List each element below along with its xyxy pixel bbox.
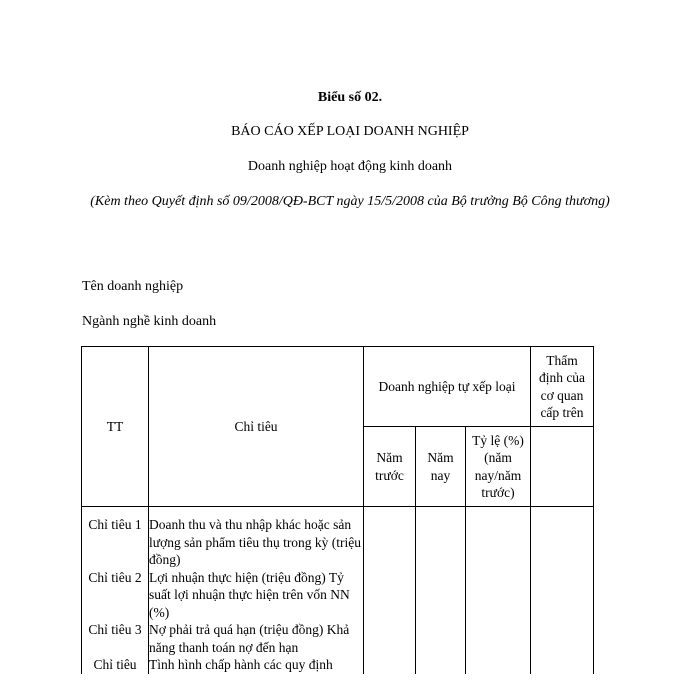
cell-this-year	[416, 569, 466, 622]
rating-table	[81, 346, 594, 674]
report-title: BÁO CÁO XẾP LOẠI DOANH NGHIỆP	[231, 124, 469, 139]
cell-ratio	[466, 621, 531, 656]
decree-reference: (Kèm theo Quyết định số 09/2008/QĐ-BCT ngày 15/5/2008 của Bộ trưởng Bộ Công thương)	[90, 194, 610, 209]
header-tt: TT	[82, 347, 149, 507]
cell-appraisal	[531, 569, 594, 622]
table-row	[82, 507, 594, 569]
report-subtitle: Doanh nghiệp hoạt động kinh doanh	[247, 159, 453, 174]
cell-this-year	[416, 621, 466, 656]
row-criteria: Doanh thu và thu nhập khác hoặc sản lượng sản phẩm tiêu thụ trong kỳ (triệu đồng)	[149, 507, 364, 569]
business-line-label: Ngành nghề kinh doanh	[82, 314, 217, 329]
table-row	[82, 621, 594, 656]
cell-ratio	[466, 569, 531, 622]
table-row	[82, 656, 594, 674]
row-tt: Chỉ tiêu 2	[82, 569, 149, 622]
header-this-year: Năm nay	[416, 427, 466, 507]
cell-ratio	[466, 507, 531, 569]
cell-previous-year	[364, 569, 416, 622]
cell-this-year	[416, 656, 466, 674]
cell-appraisal	[531, 621, 594, 656]
cell-appraisal	[531, 656, 594, 674]
cell-this-year	[416, 507, 466, 569]
row-criteria: Nợ phải trả quá hạn (triệu đồng) Khả năng thanh toán nợ đến hạn	[149, 621, 364, 656]
header-self-rating: Doanh nghiệp tự xếp loại	[364, 347, 531, 427]
appraisal-blank-cell	[531, 427, 594, 507]
table-header-row	[82, 347, 594, 427]
row-tt: Chỉ tiêu	[82, 656, 149, 674]
row-tt: Chỉ tiêu 3	[82, 621, 149, 656]
header-ratio: Tỷ lệ (%) (năm nay/năm trước)	[466, 427, 531, 507]
cell-previous-year	[364, 621, 416, 656]
cell-previous-year	[364, 656, 416, 674]
cell-appraisal	[531, 507, 594, 569]
company-name-label: Tên doanh nghiệp	[82, 279, 184, 294]
cell-previous-year	[364, 507, 416, 569]
table-row	[82, 569, 594, 622]
header-previous-year: Năm trước	[364, 427, 416, 507]
cell-ratio	[466, 656, 531, 674]
row-criteria: Lợi nhuận thực hiện (triệu đồng) Tỷ suất lợi nhuận thực hiện trên vốn NN (%)	[149, 569, 364, 622]
row-tt: Chỉ tiêu 1	[82, 507, 149, 569]
header-appraisal: Thẩm định của cơ quan cấp trên	[531, 347, 594, 427]
row-criteria: Tình hình chấp hành các quy định	[149, 656, 364, 674]
header-criteria: Chỉ tiêu	[149, 347, 364, 507]
form-number: Biểu số 02.	[317, 90, 383, 105]
